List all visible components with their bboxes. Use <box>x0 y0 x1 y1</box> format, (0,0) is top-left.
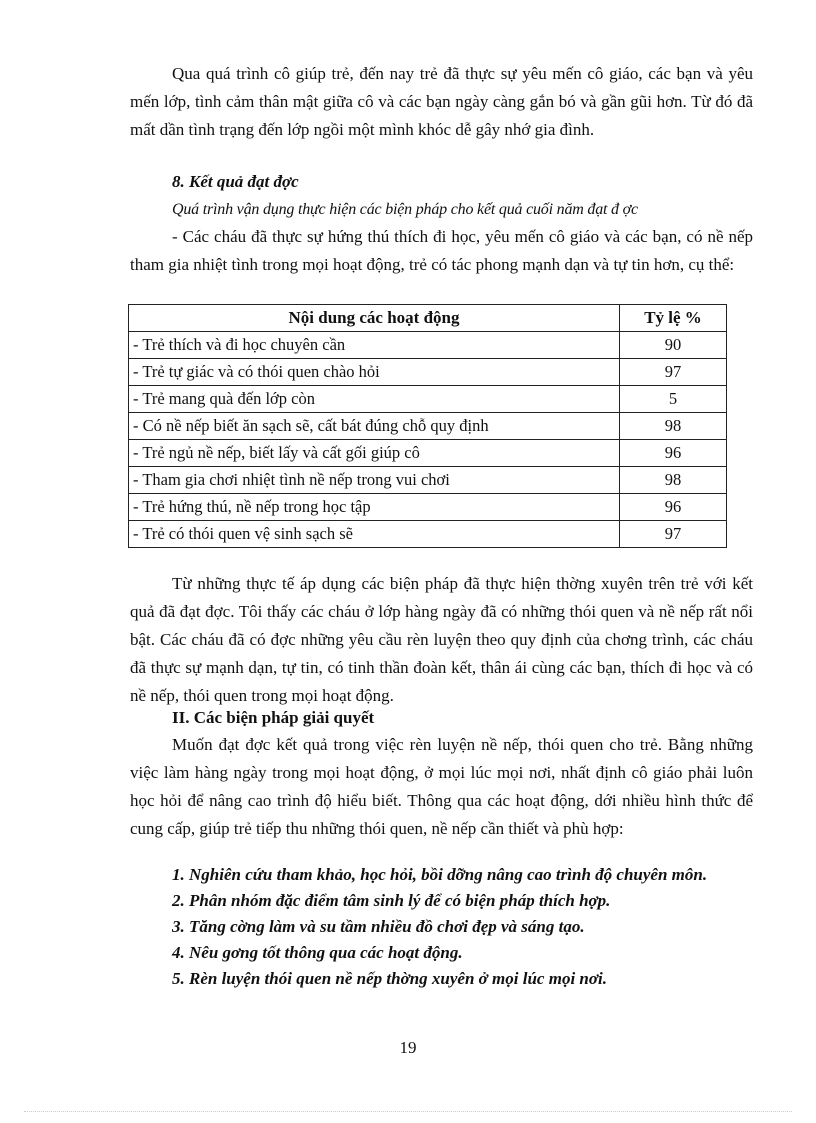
results-table <box>128 304 727 548</box>
table-row <box>129 386 727 413</box>
table-cell-activity: - Tham gia chơi nhiệt tình nề nếp trong vui chơi <box>129 467 620 494</box>
paragraph-conclusion: Từ những thực tế áp dụng các biện pháp đã thực hiện thờng xuyên trên trẻ với kết quả đã đạt đợc. Tôi thấy các cháu ở lớp hàng ngày đã có những thói quen và nề nếp rất nổi bật. Các cháu đã có đợc những yêu cầu rèn luyện theo quy định của chơng trình, các cháu đã thực sự mạnh dạn, tự tin, có tinh thần đoàn kết, thân ái cùng các bạn, thích đi học và có nề nếp, thói quen trong mọi hoạt động. <box>130 574 753 705</box>
table-cell-percent: 98 <box>620 467 727 494</box>
table-header-percent: Tỷ lệ % <box>620 305 727 332</box>
table-header-activity: Nội dung các hoạt động <box>129 305 620 332</box>
table-cell-activity: - Trẻ tự giác và có thói quen chào hỏi <box>129 359 620 386</box>
list-item: 3. Tăng cờng làm và su tầm nhiều đồ chơi đẹp và sáng tạo. <box>172 917 585 936</box>
table-cell-percent: 98 <box>620 413 727 440</box>
section-8-heading: 8. Kết quả đạt đợc <box>172 172 299 191</box>
table-cell-percent: 97 <box>620 521 727 548</box>
table-cell-percent: 96 <box>620 494 727 521</box>
table-cell-activity: - Có nề nếp biết ăn sạch sẽ, cất bát đúng chỗ quy định <box>129 413 620 440</box>
table-row <box>129 332 727 359</box>
page-number: 19 <box>399 1038 417 1057</box>
table-row <box>129 494 727 521</box>
paragraph-measures-intro: Muốn đạt đợc kết quả trong việc rèn luyện nề nếp, thói quen cho trẻ. Bằng những việc làm hàng ngày trong mọi hoạt động, ở mọi lúc mọi nơi, nhất định cô giáo phải luôn học hỏi để nâng cao trình độ hiểu biết. Thông qua các hoạt động, dới nhiều hình thức để cung cấp, giúp trẻ tiếp thu những thói quen, nề nếp cần thiết và phù hợp: <box>130 735 753 838</box>
table-cell-activity: - Trẻ ngủ nề nếp, biết lấy và cất gối giúp cô <box>129 440 620 467</box>
measures-list <box>130 862 753 992</box>
page-bottom-divider <box>24 1111 792 1112</box>
paragraph-intro: Qua quá trình cô giúp trẻ, đến nay trẻ đã thực sự yêu mến cô giáo, các bạn và yêu mến lớp, tình cảm thân mật giữa cô và các bạn ngày càng gắn bó và gần gũi hơn. Từ đó đã mất dần tình trạng đến lớp ngồi một mình khóc dễ gây nhớ gia đình. <box>130 64 753 139</box>
table-cell-percent: 90 <box>620 332 727 359</box>
table-cell-percent: 5 <box>620 386 727 413</box>
list-item: 4. Nêu gơng tốt thông qua các hoạt động. <box>172 943 463 962</box>
table-header-row <box>129 305 727 332</box>
paragraph-results-intro: - Các cháu đã thực sự hứng thú thích đi học, yêu mến cô giáo và các bạn, có nề nếp tham gia nhiệt tình trong mọi hoạt động, trẻ có tác phong mạnh dạn và tự tin hơn, cụ thể: <box>130 227 753 274</box>
list-item: 1. Nghiên cứu tham khảo, học hỏi, bồi dỡng nâng cao trình độ chuyên môn. <box>172 865 708 884</box>
table-row <box>129 440 727 467</box>
table-cell-activity: - Trẻ mang quà đến lớp còn <box>129 386 620 413</box>
table-cell-percent: 97 <box>620 359 727 386</box>
table-cell-activity: - Trẻ thích và đi học chuyên cần <box>129 332 620 359</box>
table-cell-percent: 96 <box>620 440 727 467</box>
list-item: 5. Rèn luyện thói quen nề nếp thờng xuyên ở mọi lúc mọi nơi. <box>172 969 607 988</box>
list-item: 2. Phân nhóm đặc điểm tâm sinh lý để có biện pháp thích hợp. <box>172 891 611 910</box>
table-row <box>129 413 727 440</box>
table-row <box>129 521 727 548</box>
table-row <box>129 467 727 494</box>
table-row <box>129 359 727 386</box>
section-8-subtitle: Quá trình vận dụng thực hiện các biện pháp cho kết quả cuối năm đạt đ ợc <box>172 201 638 218</box>
section-II-heading: II. Các biện pháp giải quyết <box>172 708 375 727</box>
table-cell-activity: - Trẻ hứng thú, nề nếp trong học tập <box>129 494 620 521</box>
table-cell-activity: - Trẻ có thói quen vệ sinh sạch sẽ <box>129 521 620 548</box>
